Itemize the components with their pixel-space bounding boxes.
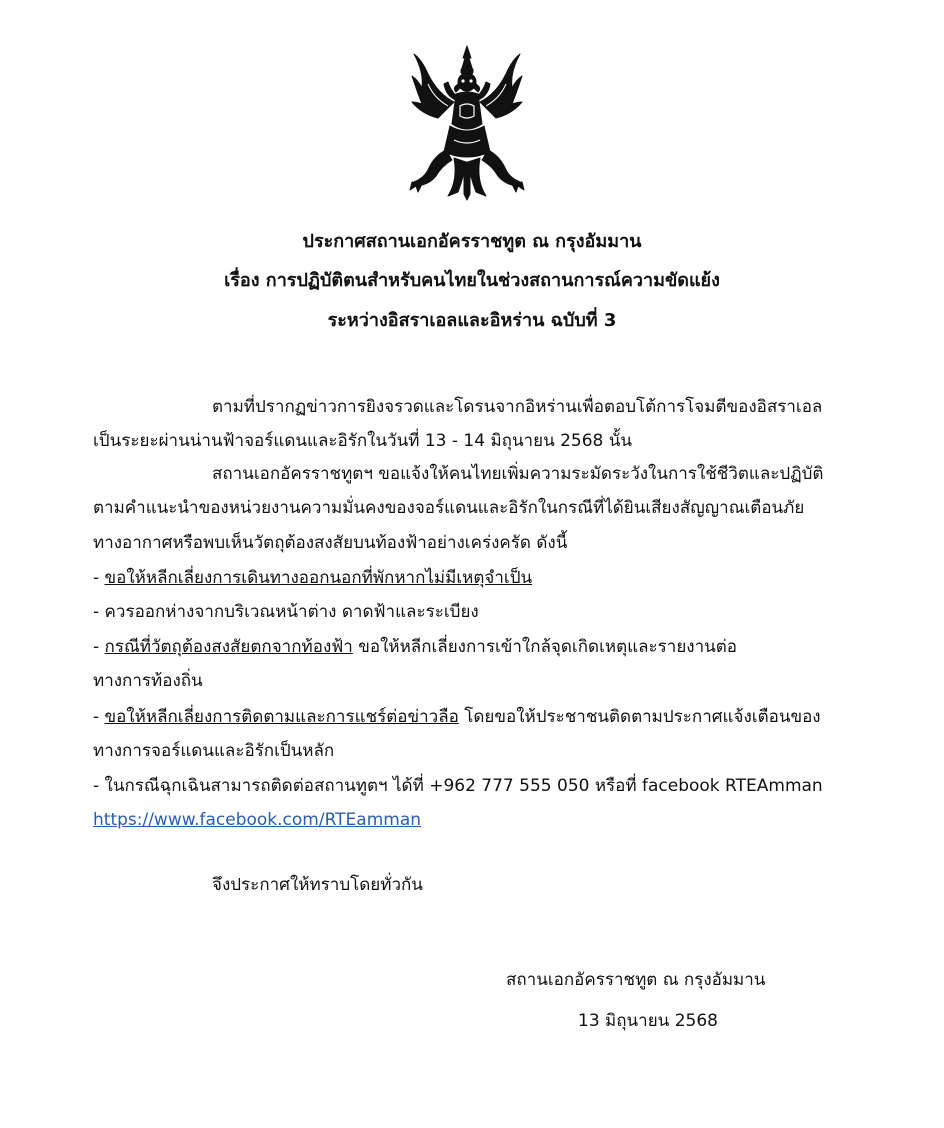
header-line-1: ประกาศสถานเอกอัครราชทูต ณ กรุงอัมมาน [302, 231, 642, 252]
header-line-2: เรื่อง การปฏิบัติตนสำหรับคนไทยในช่วงสถานการณ์ความขัดแย้ง [224, 270, 720, 291]
list-item-4 [93, 704, 821, 730]
header-line-3: ระหว่างอิสราเอลและอิหร่าน ฉบับที่ 3 [327, 310, 617, 331]
list-item-2: - ควรออกห่างจากบริเวณหน้าต่าง ดาดฟ้าและระเบียง [93, 602, 479, 622]
list-item-4-line-2: ทางการจอร์แดนและอิรักเป็นหลัก [93, 741, 335, 761]
signature-date: 13 มิถุนายน 2568 [578, 1011, 718, 1031]
list-item-4-underlined: ขอให้หลีกเลี่ยงการติดตามและการแชร์ต่อข่าวลือ [104, 707, 459, 727]
paragraph-1-line-2: เป็นระยะผ่านน่านฟ้าจอร์แดนและอิรักในวันที่ 13 - 14 มิถุนายน 2568 นั้น [93, 431, 633, 451]
list-item-dash: - [93, 568, 105, 588]
facebook-link[interactable]: https://www.facebook.com/RTEamman [93, 810, 422, 830]
list-item-5: - ในกรณีฉุกเฉินสามารถติดต่อสถานทูตฯ ได้ที่ +962 777 555 050 หรือที่ facebook RTEAmman [93, 776, 823, 796]
closing-text: จึงประกาศให้ทราบโดยทั่วกัน [212, 875, 423, 895]
list-item-1 [93, 565, 532, 591]
list-item-dash: - [93, 707, 105, 727]
list-item-3 [93, 634, 737, 660]
list-item-3-underlined: กรณีที่วัตถุต้องสงสัยตกจากท้องฟ้า [104, 637, 353, 657]
list-item-3-rest: ขอให้หลีกเลี่ยงการเข้าใกล้จุดเกิดเหตุและรายงานต่อ [352, 637, 737, 657]
list-item-4-rest: โดยขอให้ประชาชนติดตามประกาศแจ้งเตือนของ [458, 707, 821, 727]
paragraph-2-line-3: ทางอากาศหรือพบเห็นวัตถุต้องสงสัยบนท้องฟ้าอย่างเคร่งครัด ดังนี้ [93, 533, 568, 553]
list-item-3-line-2: ทางการท้องถิ่น [93, 671, 203, 691]
list-item-1-text: ขอให้หลีกเลี่ยงการเดินทางออกนอกที่พักหากไม่มีเหตุจำเป็น [104, 568, 533, 588]
paragraph-2-line-1: สถานเอกอัครราชทูตฯ ขอแจ้งให้คนไทยเพิ่มความระมัดระวังในการใช้ชีวิตและปฏิบัติ [212, 464, 824, 484]
paragraph-1-line-1: ตามที่ปรากฏข่าวการยิงจรวดและโดรนจากอิหร่านเพื่อตอบโต้การโจมตีของอิสราเอล [212, 397, 823, 417]
signature-org: สถานเอกอัครราชทูต ณ กรุงอัมมาน [506, 970, 766, 990]
garuda-emblem-icon [408, 44, 526, 202]
paragraph-2-line-2: ตามคำแนะนำของหน่วยงานความมั่นคงของจอร์แดนและอิรักในกรณีที่ได้ยินเสียงสัญญาณเตือนภัย [93, 498, 805, 518]
list-item-dash: - [93, 637, 105, 657]
